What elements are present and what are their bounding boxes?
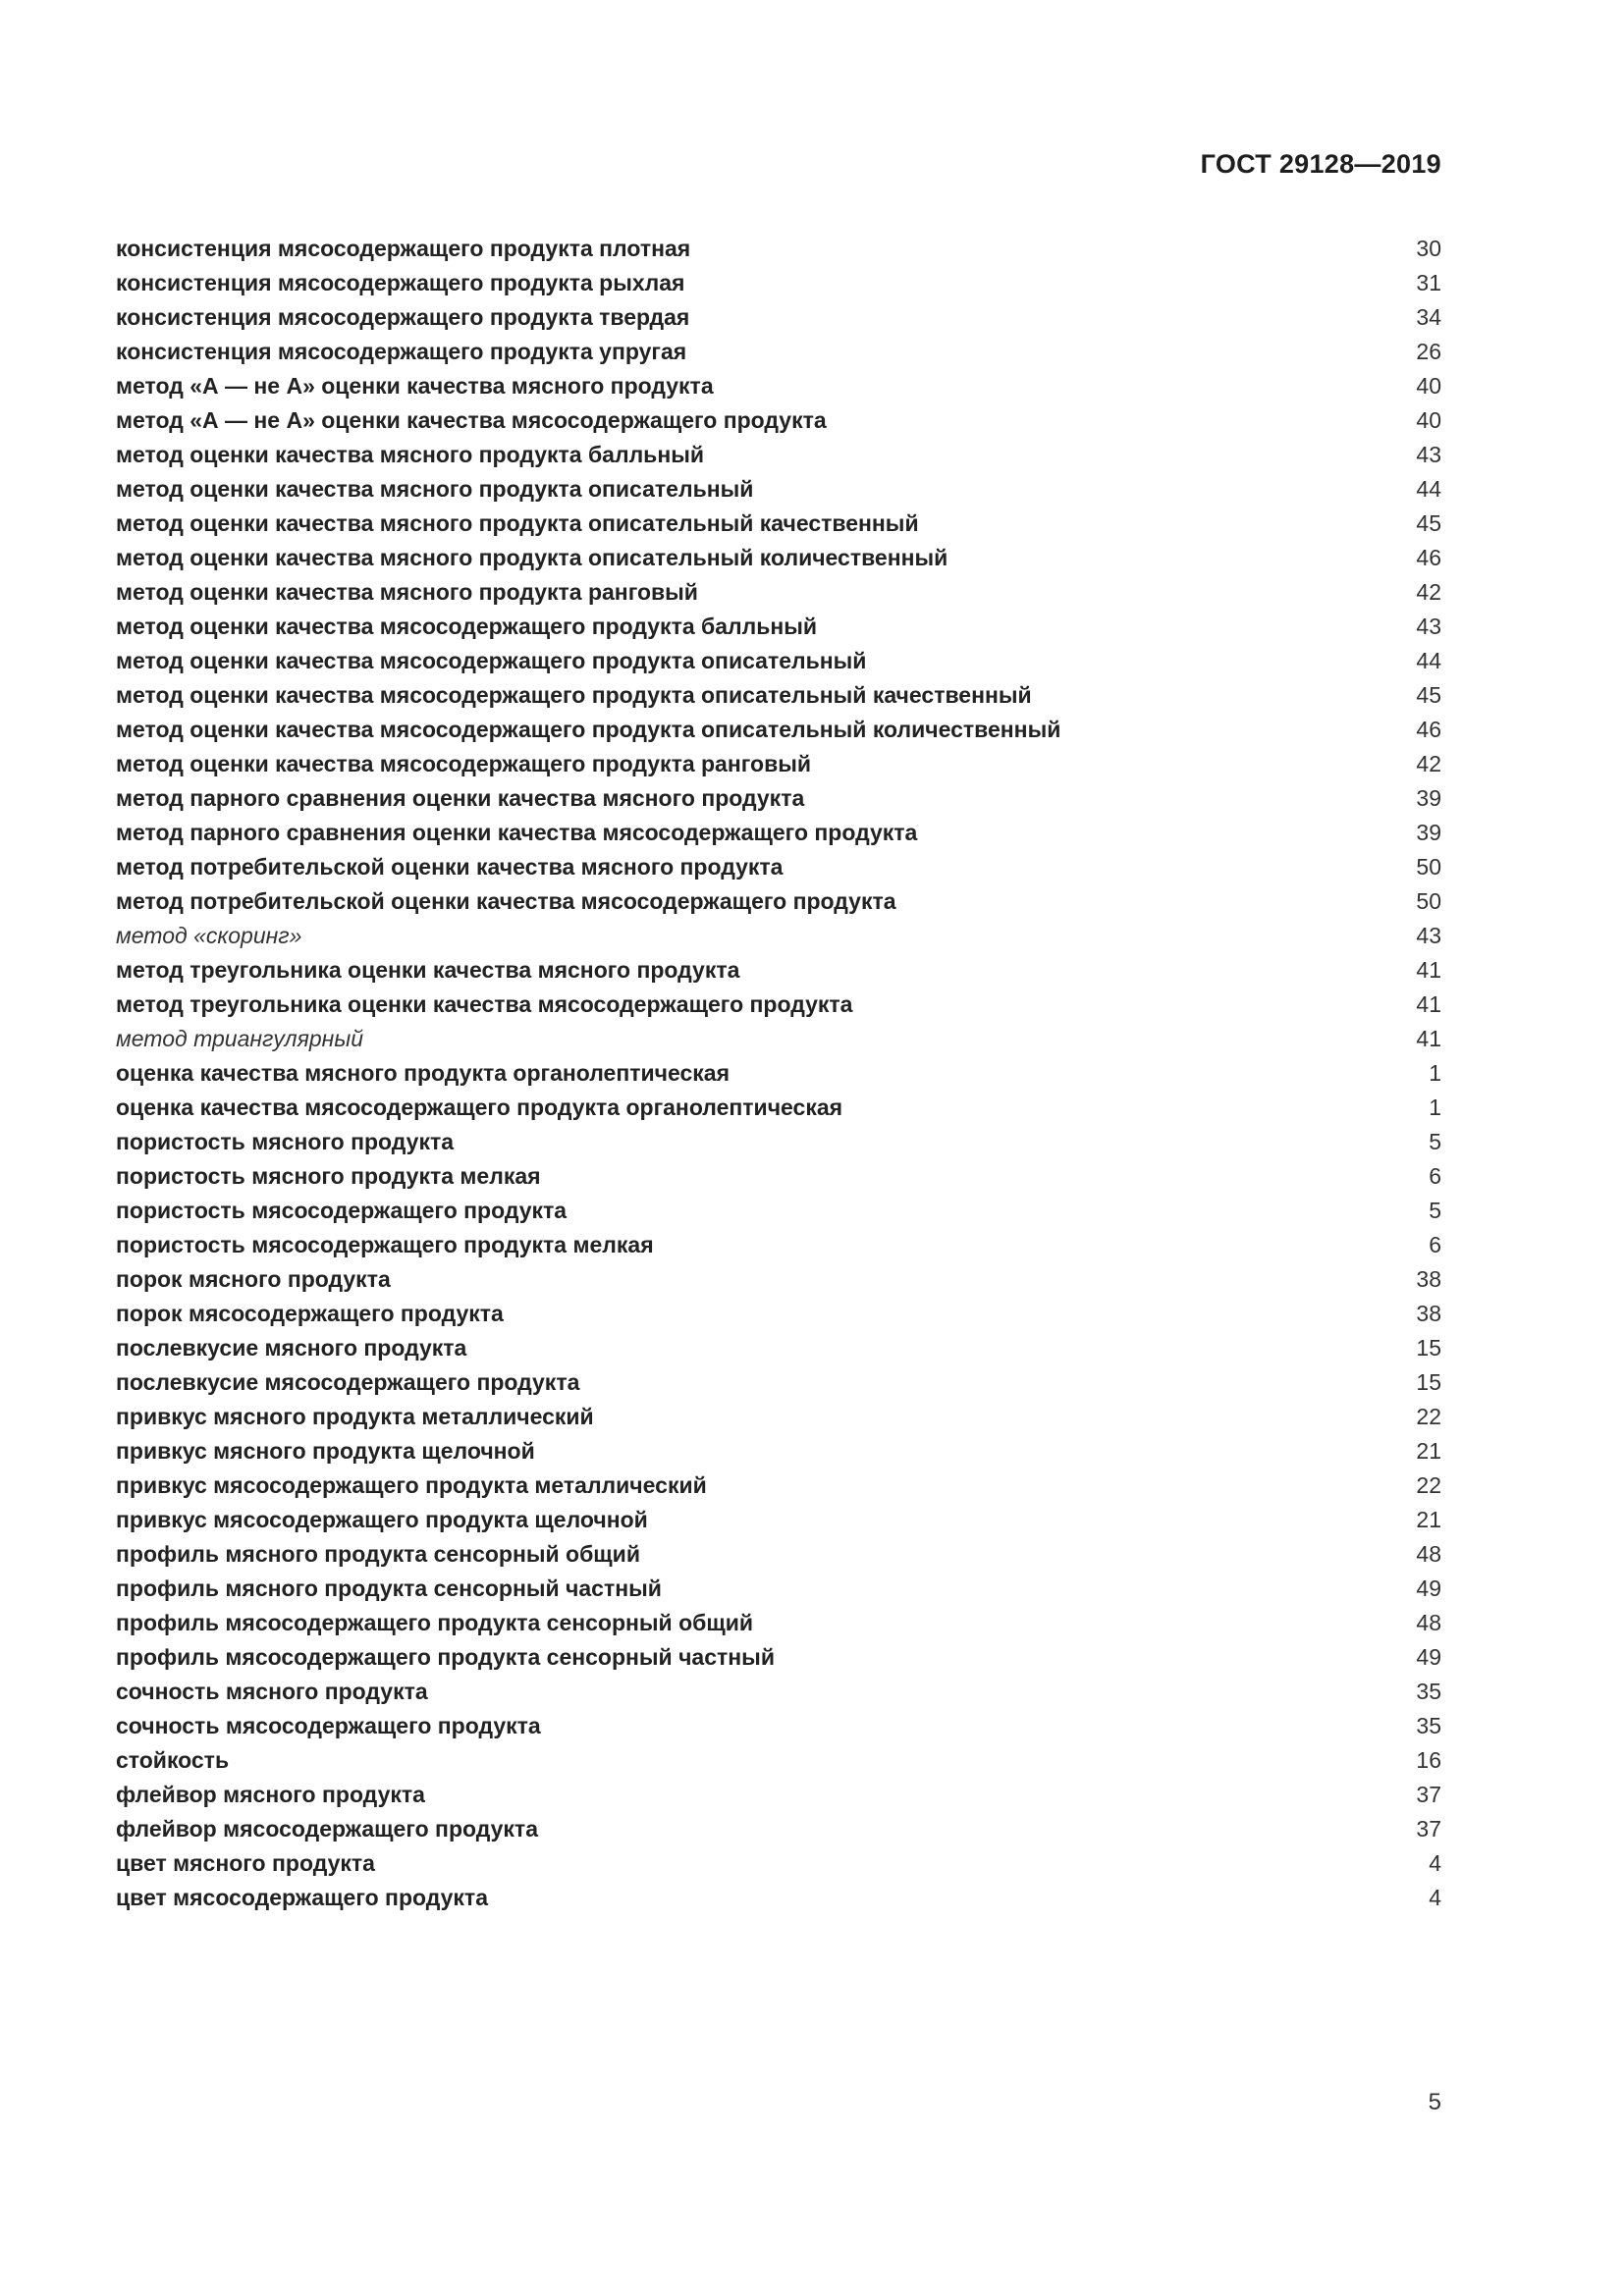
- index-term: метод оценки качества мясосодержащего продукта балльный: [116, 614, 818, 639]
- index-row: [116, 644, 1441, 678]
- index-term: метод оценки качества мясного продукта ранговый: [116, 579, 698, 605]
- index-row: [116, 438, 1441, 472]
- index-row: [116, 1159, 1441, 1194]
- index-page-ref: 43: [1416, 923, 1441, 948]
- index-term: консистенция мясосодержащего продукта рыхлая: [116, 270, 685, 295]
- index-row: [116, 1365, 1441, 1400]
- index-row: [116, 1675, 1441, 1709]
- index-term: привкус мясосодержащего продукта металлический: [116, 1472, 707, 1498]
- index-term: цвет мясного продукта: [116, 1850, 375, 1876]
- index-term: профиль мясосодержащего продукта сенсорный общий: [116, 1610, 754, 1635]
- index-row: [116, 575, 1441, 610]
- index-page-ref: 45: [1416, 682, 1441, 708]
- index-term: флейвор мясосодержащего продукта: [116, 1816, 538, 1842]
- page-number: 5: [1428, 2089, 1441, 2115]
- index-row: [116, 1640, 1441, 1675]
- index-page-ref: 41: [1416, 957, 1441, 983]
- index-row: [116, 1262, 1441, 1297]
- index-row: [116, 1709, 1441, 1743]
- index-term: порок мясного продукта: [116, 1266, 391, 1292]
- index-term: метод «А — не А» оценки качества мясного продукта: [116, 373, 714, 399]
- index-term: привкус мясного продукта металлический: [116, 1404, 594, 1429]
- index-term: сочность мясного продукта: [116, 1679, 428, 1704]
- term-index-list: [116, 232, 1441, 1915]
- index-row: [116, 369, 1441, 403]
- index-term: порок мясосодержащего продукта: [116, 1301, 504, 1326]
- index-row: [116, 472, 1441, 507]
- index-page-ref: 50: [1416, 888, 1441, 914]
- index-row: [116, 1194, 1441, 1228]
- index-term: метод треугольника оценки качества мясосодержащего продукта: [116, 991, 853, 1017]
- index-term: пористость мясосодержащего продукта мелкая: [116, 1232, 654, 1257]
- index-page-ref: 5: [1429, 1198, 1441, 1223]
- index-page-ref: 40: [1416, 373, 1441, 399]
- index-page-ref: 38: [1416, 1301, 1441, 1326]
- index-row: [116, 1056, 1441, 1091]
- index-page-ref: 4: [1429, 1850, 1441, 1876]
- index-page-ref: 44: [1416, 476, 1441, 502]
- index-page-ref: 16: [1416, 1747, 1441, 1773]
- index-page-ref: 48: [1416, 1610, 1441, 1635]
- index-row: [116, 884, 1441, 919]
- index-row: [116, 403, 1441, 438]
- index-term: метод парного сравнения оценки качества мясосодержащего продукта: [116, 820, 918, 845]
- index-page-ref: 37: [1416, 1816, 1441, 1842]
- index-term: профиль мясосодержащего продукта сенсорный частный: [116, 1644, 775, 1670]
- index-page-ref: 15: [1416, 1335, 1441, 1361]
- index-page-ref: 37: [1416, 1782, 1441, 1807]
- index-page-ref: 38: [1416, 1266, 1441, 1292]
- index-page-ref: 45: [1416, 510, 1441, 536]
- index-page-ref: 4: [1429, 1885, 1441, 1910]
- index-term: метод триангулярный: [116, 1026, 364, 1051]
- index-page-ref: 22: [1416, 1404, 1441, 1429]
- index-page-ref: 39: [1416, 820, 1441, 845]
- index-row: [116, 850, 1441, 884]
- index-term: пористость мясосодержащего продукта: [116, 1198, 568, 1223]
- index-page-ref: 35: [1416, 1679, 1441, 1704]
- index-row: [116, 1125, 1441, 1159]
- index-row: [116, 1091, 1441, 1125]
- index-page-ref: 6: [1429, 1232, 1441, 1257]
- index-row: [116, 1846, 1441, 1881]
- index-term: пористость мясного продукта мелкая: [116, 1163, 541, 1189]
- index-term: оценка качества мясосодержащего продукта органолептическая: [116, 1095, 843, 1120]
- index-page-ref: 46: [1416, 717, 1441, 742]
- index-page-ref: 5: [1429, 1129, 1441, 1154]
- index-term: консистенция мясосодержащего продукта плотная: [116, 236, 691, 261]
- index-page-ref: 42: [1416, 751, 1441, 776]
- index-page-ref: 41: [1416, 1026, 1441, 1051]
- index-page-ref: 46: [1416, 545, 1441, 570]
- index-row: [116, 1743, 1441, 1778]
- index-row: [116, 816, 1441, 850]
- index-page-ref: 21: [1416, 1507, 1441, 1532]
- index-page-ref: 22: [1416, 1472, 1441, 1498]
- index-row: [116, 1400, 1441, 1434]
- index-page-ref: 39: [1416, 785, 1441, 811]
- index-term: стойкость: [116, 1747, 230, 1773]
- index-row: [116, 541, 1441, 575]
- index-page-ref: 6: [1429, 1163, 1441, 1189]
- index-term: метод оценки качества мясосодержащего продукта описательный количественный: [116, 717, 1061, 742]
- index-page-ref: 50: [1416, 854, 1441, 880]
- index-page-ref: 21: [1416, 1438, 1441, 1464]
- index-term: профиль мясного продукта сенсорный общий: [116, 1541, 640, 1567]
- index-row: [116, 1228, 1441, 1262]
- index-row: [116, 1468, 1441, 1503]
- index-row: [116, 1572, 1441, 1606]
- index-term: метод оценки качества мясного продукта описательный количественный: [116, 545, 948, 570]
- index-row: [116, 919, 1441, 953]
- index-term: метод треугольника оценки качества мясного продукта: [116, 957, 740, 983]
- index-row: [116, 1434, 1441, 1468]
- index-term: пористость мясного продукта: [116, 1129, 455, 1154]
- index-page-ref: 30: [1416, 236, 1441, 261]
- index-page-ref: 35: [1416, 1713, 1441, 1738]
- index-term: метод оценки качества мясосодержащего продукта ранговый: [116, 751, 811, 776]
- index-page-ref: 1: [1429, 1060, 1441, 1086]
- index-page-ref: 34: [1416, 304, 1441, 330]
- index-row: [116, 1503, 1441, 1537]
- index-term: сочность мясосодержащего продукта: [116, 1713, 541, 1738]
- index-row: [116, 1778, 1441, 1812]
- index-page-ref: 15: [1416, 1369, 1441, 1395]
- index-term: послевкусие мясного продукта: [116, 1335, 467, 1361]
- index-row: [116, 747, 1441, 781]
- index-page-ref: 44: [1416, 648, 1441, 673]
- index-term: метод оценки качества мясного продукта описательный: [116, 476, 754, 502]
- index-row: [116, 713, 1441, 747]
- index-page-ref: 49: [1416, 1575, 1441, 1601]
- index-term: метод парного сравнения оценки качества мясного продукта: [116, 785, 805, 811]
- index-term: флейвор мясного продукта: [116, 1782, 425, 1807]
- index-row: [116, 1812, 1441, 1846]
- index-page-ref: 49: [1416, 1644, 1441, 1670]
- index-term: метод «А — не А» оценки качества мясосодержащего продукта: [116, 407, 827, 433]
- index-page-ref: 26: [1416, 339, 1441, 364]
- index-term: метод оценки качества мясосодержащего продукта описательный: [116, 648, 867, 673]
- index-row: [116, 1022, 1441, 1056]
- index-row: [116, 1297, 1441, 1331]
- index-row: [116, 266, 1441, 300]
- index-row: [116, 1606, 1441, 1640]
- index-row: [116, 300, 1441, 335]
- index-row: [116, 610, 1441, 644]
- document-code: ГОСТ 29128—2019: [1200, 149, 1441, 179]
- index-term: метод потребительской оценки качества мясосодержащего продукта: [116, 888, 896, 914]
- index-row: [116, 1881, 1441, 1915]
- index-term: профиль мясного продукта сенсорный частный: [116, 1575, 662, 1601]
- index-row: [116, 781, 1441, 816]
- index-page-ref: 43: [1416, 614, 1441, 639]
- index-term: метод оценки качества мясосодержащего продукта описательный качественный: [116, 682, 1032, 708]
- index-term: консистенция мясосодержащего продукта твердая: [116, 304, 690, 330]
- index-page-ref: 40: [1416, 407, 1441, 433]
- index-row: [116, 335, 1441, 369]
- index-term: метод потребительской оценки качества мясного продукта: [116, 854, 784, 880]
- index-row: [116, 232, 1441, 266]
- index-page-ref: 43: [1416, 442, 1441, 467]
- index-term: консистенция мясосодержащего продукта упругая: [116, 339, 687, 364]
- index-term: послевкусие мясосодержащего продукта: [116, 1369, 580, 1395]
- index-row: [116, 1331, 1441, 1365]
- index-term: привкус мясосодержащего продукта щелочной: [116, 1507, 648, 1532]
- index-page-ref: 41: [1416, 991, 1441, 1017]
- index-term: привкус мясного продукта щелочной: [116, 1438, 535, 1464]
- index-page-ref: 42: [1416, 579, 1441, 605]
- index-term: метод оценки качества мясного продукта балльный: [116, 442, 704, 467]
- index-term: метод «скоринг»: [116, 923, 302, 948]
- index-row: [116, 953, 1441, 988]
- index-term: цвет мясосодержащего продукта: [116, 1885, 488, 1910]
- index-row: [116, 507, 1441, 541]
- index-row: [116, 1537, 1441, 1572]
- index-page-ref: 48: [1416, 1541, 1441, 1567]
- index-term: метод оценки качества мясного продукта описательный качественный: [116, 510, 919, 536]
- index-page-ref: 1: [1429, 1095, 1441, 1120]
- index-row: [116, 988, 1441, 1022]
- index-row: [116, 678, 1441, 713]
- index-page-ref: 31: [1416, 270, 1441, 295]
- index-term: оценка качества мясного продукта органолептическая: [116, 1060, 730, 1086]
